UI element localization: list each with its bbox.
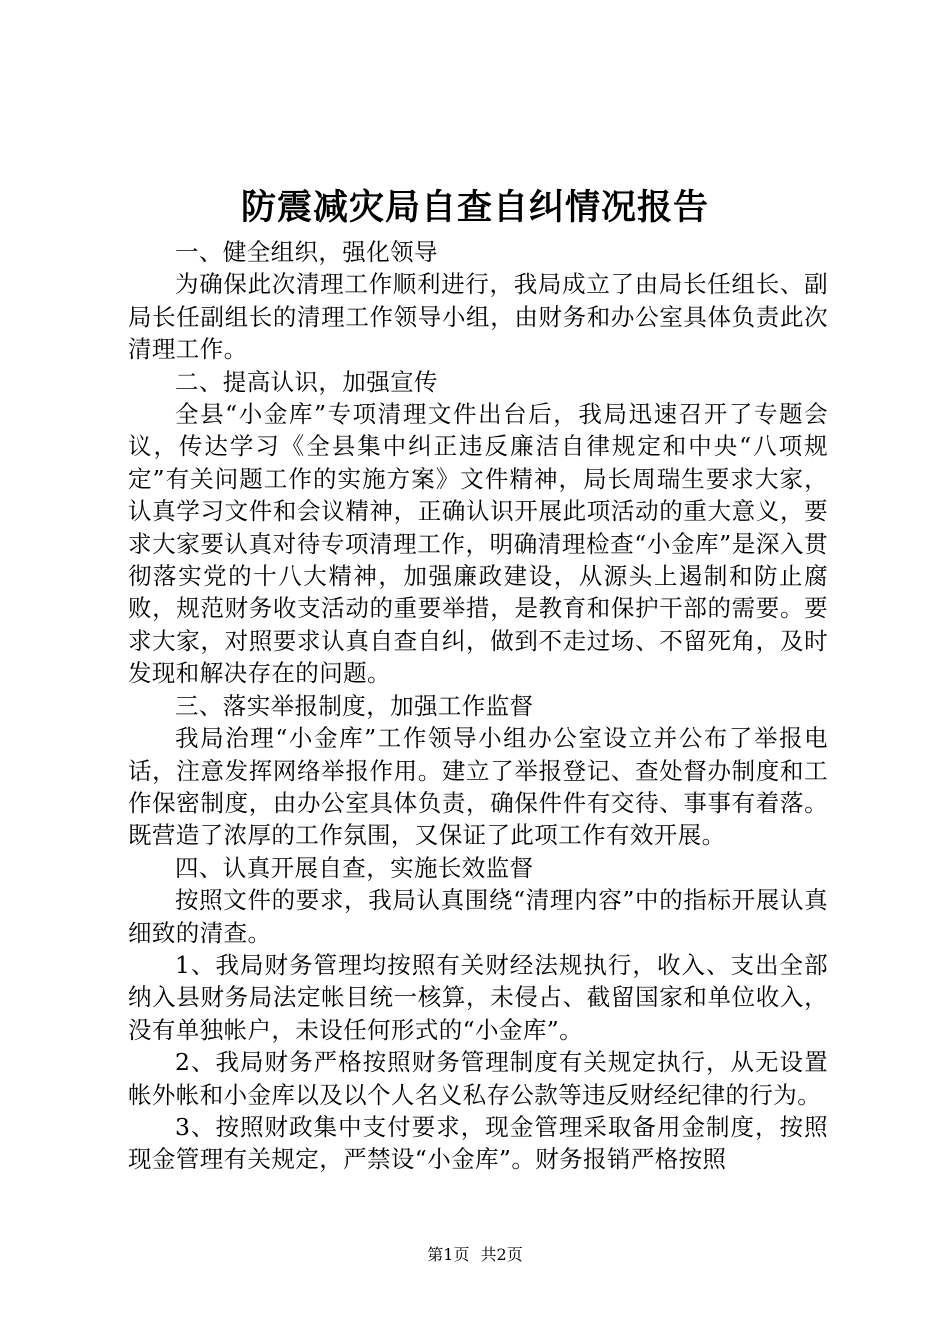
section-heading-2: 二、提高认识，加强宣传 <box>175 367 438 396</box>
numbered-item-3: 3、按照财政集中支付要求，现金管理采取备用金制度，按照现金管理有关规定，严禁设“小金库”。财务报销严格按照 <box>128 1112 828 1174</box>
paragraph: 按照文件的要求，我局认真围绕“清理内容”中的指标开展认真细致的清查。 <box>128 886 828 947</box>
section-heading-3: 三、落实举报制度，加强工作监督 <box>175 691 534 720</box>
paragraph: 为确保此次清理工作顺利进行，我局成立了由局长任组长、副局长任副组长的清理工作领导小组，由财务和办公室具体负责此次清理工作。 <box>128 270 828 364</box>
section-heading-4: 四、认真开展自查，实施长效监督 <box>175 853 534 882</box>
paragraph: 全县“小金库”专项清理文件出台后，我局迅速召开了专题会议，传达学习《全县集中纠正违反廉洁自律规定和中央“八项规定”有关问题工作的实施方案》文件精神，局长周瑞生要求大家，认真学习文件和会议精神，正确认识开展此项活动的重大意义，要求大家要认真对待专项清理工作，明确清理检查“小金库”是深入贯彻落实党的十八大精神，加强廉政建设，从源头上遏制和防止腐败，规范财务收支活动的重要举措，是教育和保护干部的需要。要求大家，对照要求认真自查自纠，做到不走过场、不留死角，及时发现和解决存在的问题。 <box>128 400 828 688</box>
section-heading-1: 一、健全组织，强化领导 <box>175 238 438 266</box>
paragraph: 我局治理“小金库”工作领导小组办公室设立并公布了举报电话，注意发挥网络举报作用。建立了举报登记、查处督办制度和工作保密制度，由办公室具体负责，确保件件有交待、事事有着落。既营造了浓厚的工作氛围，又保证了此项工作有效开展。 <box>128 724 828 850</box>
page-total: 共2页 <box>480 1245 523 1264</box>
page-number: 第1页 <box>427 1245 470 1264</box>
document-title: 防震减灾局自查自纠情况报告 <box>240 187 709 228</box>
page-footer <box>0 1244 950 1266</box>
document-body <box>128 236 828 1176</box>
numbered-item-1: 1、我局财务管理均按照有关财经法规执行，收入、支出全部纳入县财务局法定帐目统一核算，未侵占、截留国家和单位收入，没有单独帐户，未设任何形式的“小金库”。 <box>128 950 828 1044</box>
numbered-item-2: 2、我局财务严格按照财务管理制度有关规定执行，从无设置帐外帐和小金库以及以个人名义私存公款等违反财经纪律的行为。 <box>128 1048 828 1109</box>
